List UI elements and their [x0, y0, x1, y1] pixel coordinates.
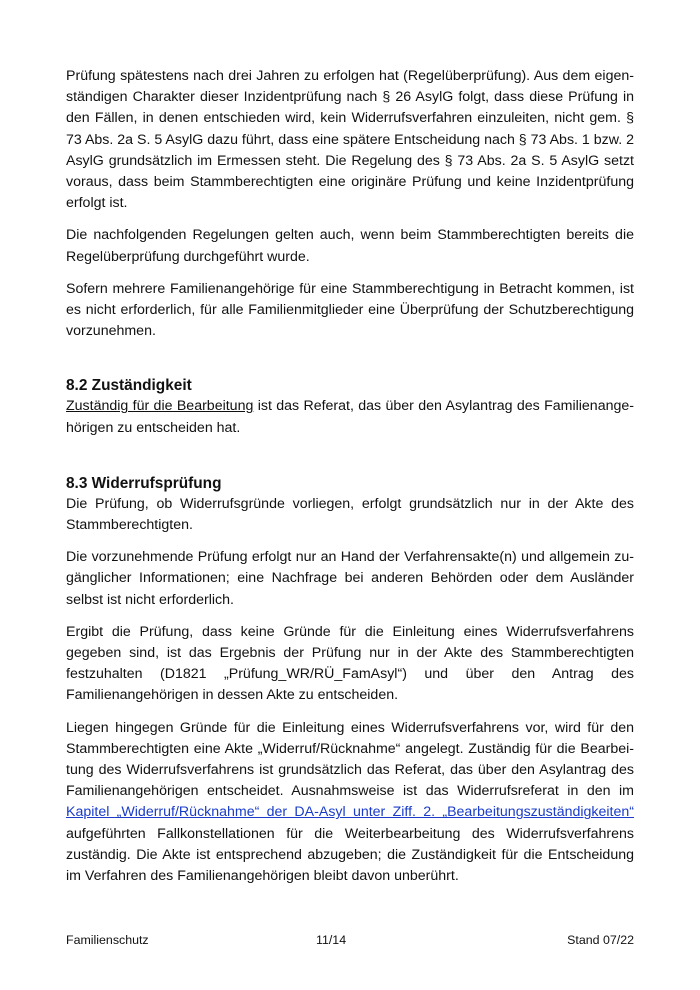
paragraph: [66, 718, 634, 888]
section-heading-zustaendigkeit: 8.2 Zuständigkeit: [66, 377, 192, 395]
paragraph: Sofern mehrere Familienangehörige für eine Stammberechtigung in Betracht kommen, ist es nicht erforderlich, für alle Familienmitglieder eine Überprüfung der Schutzberechtigung vorzunehmen.: [66, 280, 634, 340]
paragraph: Ergibt die Prüfung, dass keine Gründe für die Einleitung eines Widerrufsverfahrens gegeben sind, ist das Ergebnis der Prüfung nur in der Akte des Stammberechtigten festzuhalten (D1821 „Prüfung_WR/RÜ_FamAsyl“) und über den Antrag des Familienangehörigen in dessen Akte zu entscheiden.: [66, 623, 634, 704]
chapter-link-widerruf[interactable]: Kapitel „Widerruf/Rücknahme“ der DA-Asyl unter Ziff. 2. „Bearbeitungszuständigkeiten“: [66, 804, 634, 821]
paragraph: [66, 396, 634, 438]
document-body: [66, 66, 634, 887]
paragraph-text: Liegen hingegen Gründe für die Einleitung eines Widerrufsverfahrens vor, wird für den Stammberechtigten eine Akte „Widerruf/Rücknahme“ angelegt. Zuständig für die Bearbeitung des Widerrufsverfahrens ist grundsätzlich das Referat, das über den Asylantrag des Familienangehörigen entscheidet. Ausnahmsweise ist das Widerrufsreferat in den im: [66, 719, 634, 800]
page-number: 11/14: [316, 933, 347, 947]
underlined-text: Zuständig für die Bearbeitung: [66, 398, 254, 415]
paragraph: Die nachfolgenden Regelungen gelten auch, wenn beim Stammberechtigten bereits die Regelüberprüfung durchgeführt wurde.: [66, 227, 634, 265]
page-footer: [66, 931, 634, 949]
paragraph: Prüfung spätestens nach drei Jahren zu erfolgen hat (Regelüberprüfung). Aus dem eigenständigen Charakter dieser Inzidentprüfung nach § 26 AsylG folgt, dass diese Prüfung in den Fällen, in denen entschieden wird, kein Widerrufsverfahren einzuleiten, nicht gem. § 73 Abs. 2a S. 5 AsylG dazu führt, dass eine spätere Entscheidung nach § 73 Abs. 1 bzw. 2 AsylG grundsätzlich im Ermessen steht. Die Regelung des § 73 Abs. 2a S. 5 AsylG setzt voraus, dass beim Stammberechtigten eine originäre Prüfung und keine Inzidentprüfung erfolgt ist.: [66, 68, 634, 212]
paragraph-text: aufgeführten Fallkonstellationen für die Weiterbearbeitung des Widerrufsverfahrens zuständig. Die Akte ist entsprechend abzugeben; die Zuständigkeit für die Entscheidung im Verfahren des Familienangehörigen bleibt davon unberührt.: [66, 825, 634, 885]
section-heading-widerrufspruefung: 8.3 Widerrufsprüfung: [66, 474, 222, 492]
footer-title: Familienschutz: [66, 933, 149, 947]
paragraph: Die Prüfung, ob Widerrufsgründe vorliegen, erfolgt grundsätzlich nur in der Akte des Stammberechtigten.: [66, 495, 634, 534]
footer-date: Stand 07/22: [567, 933, 634, 947]
paragraph-text: ist das Referat, das über den Asylantrag des Familienangehörigen zu entscheiden hat.: [66, 398, 634, 436]
paragraph: Die vorzunehmende Prüfung erfolgt nur an Hand der Verfahrensakte(n) und allgemein zugänglicher Informationen; eine Nachfrage bei anderen Behörden oder dem Ausländer selbst ist nicht erforderlich.: [66, 549, 634, 608]
